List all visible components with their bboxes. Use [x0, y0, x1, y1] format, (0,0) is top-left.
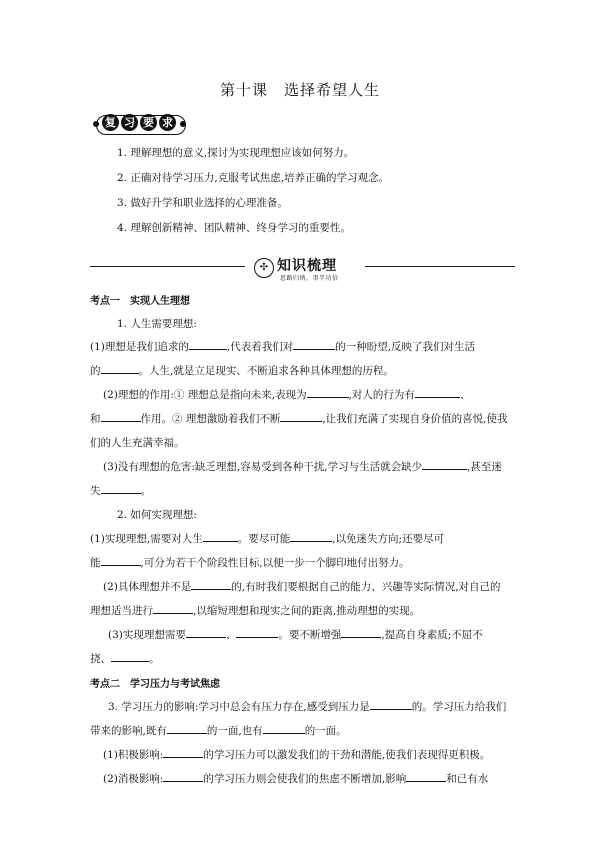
- kp1-line-10: (2)具体理想并不是 的,有时我们要根据自己的能力、兴趣等实际情况,对自己的: [103, 581, 501, 593]
- badge-char-3: 要: [140, 114, 157, 131]
- kp1-line-9: 能 ,可分为若干个阶段性目标,以便一步一个脚印地付出努力。: [90, 557, 410, 569]
- lesson-title: 第十课 选择希望人生: [219, 81, 380, 99]
- kp2-line-1: 3. 学习压力的影响:学习中总会有压力存在,感受到压力是 的。学习压力给我们: [108, 701, 507, 713]
- kp1-line-12: (3)实现理想需要 、 。要不断增强 ,提高自身素质;不屈不: [108, 629, 483, 641]
- divider-right: [365, 266, 515, 267]
- badge-char-1: 复: [102, 114, 119, 131]
- kp1-line-13: 挠、 。: [90, 653, 160, 665]
- divider-left: [90, 266, 245, 267]
- kp1-subheading-1: 1. 人生需要理想:: [117, 318, 197, 330]
- kp1-line-3: (2)理想的作用:① 理想总是指向未来,表现为 ,对人的行为有 、: [103, 389, 471, 401]
- kp2-line-3: (1)积极影响: 的学习压力可以激发我们的干劲和潜能,使我们表现得更积极。: [103, 749, 491, 761]
- badge-left-dot: [93, 121, 99, 127]
- badge-char-2: 习: [121, 114, 138, 131]
- compass-icon: ✣: [254, 258, 274, 278]
- kp1-line-4: 和 作用。② 理想激励着我们不断 ,让我们充满了实现自身价值的喜悦,使我: [90, 413, 508, 425]
- badge-right-dot: [180, 121, 186, 127]
- kp1-line-7: 失 。: [90, 485, 151, 497]
- kp1-line-1: (1)理想是我们追求的 ,代表着我们对 的一种盼望,反映了我们对生活: [90, 341, 476, 353]
- review-requirements-badge: [96, 113, 188, 135]
- kp1-line-11: 理想适当进行 ,以缩短理想和现实之间的距离,推动理想的实现。: [90, 605, 421, 617]
- kp1-line-2: 的 。人生,就是立足现实、不断追求各种具体理想的历程。: [90, 365, 394, 377]
- kp1-line-5: 们的人生充满幸福。: [90, 437, 185, 449]
- kp1-subheading-2: 2. 如何实现理想:: [117, 509, 197, 521]
- requirement-2: 2. 正确对待学习压力,克服考试焦虑,培养正确的学习观念。: [117, 172, 390, 184]
- requirement-4: 4. 理解创新精神、团队精神、终身学习的重要性。: [117, 222, 351, 234]
- requirement-1: 1. 理解理想的意义,探讨为实现理想应该如何努力。: [117, 147, 355, 159]
- kp2-heading: 考点二 学习压力与考试焦虑: [90, 679, 220, 690]
- kp2-line-2: 带来的影响,既有 的一面,也有 的一面。: [90, 725, 347, 737]
- kp1-heading: 考点一 实现人生理想: [90, 296, 190, 307]
- banner-subtitle: 思路归纳，事半功倍: [280, 275, 339, 282]
- kp2-line-4: (2)消极影响: 的学习压力则会使我们的焦虑不断增加,影响 和已有水: [103, 773, 489, 785]
- requirement-3: 3. 做好升学和职业选择的心理准备。: [117, 197, 288, 209]
- kp1-line-8: (1)实现理想,需要对人生 。要尽可能 ,以免迷失方向;还要尽可: [90, 533, 445, 545]
- banner-title: 知识梳理: [277, 258, 337, 274]
- badge-char-4: 求: [159, 114, 176, 131]
- knowledge-review-banner: [250, 254, 360, 282]
- kp1-line-6: (3)没有理想的危害:缺乏理想,容易受到各种干扰,学习与生活就会缺少 ,甚至迷: [103, 461, 502, 473]
